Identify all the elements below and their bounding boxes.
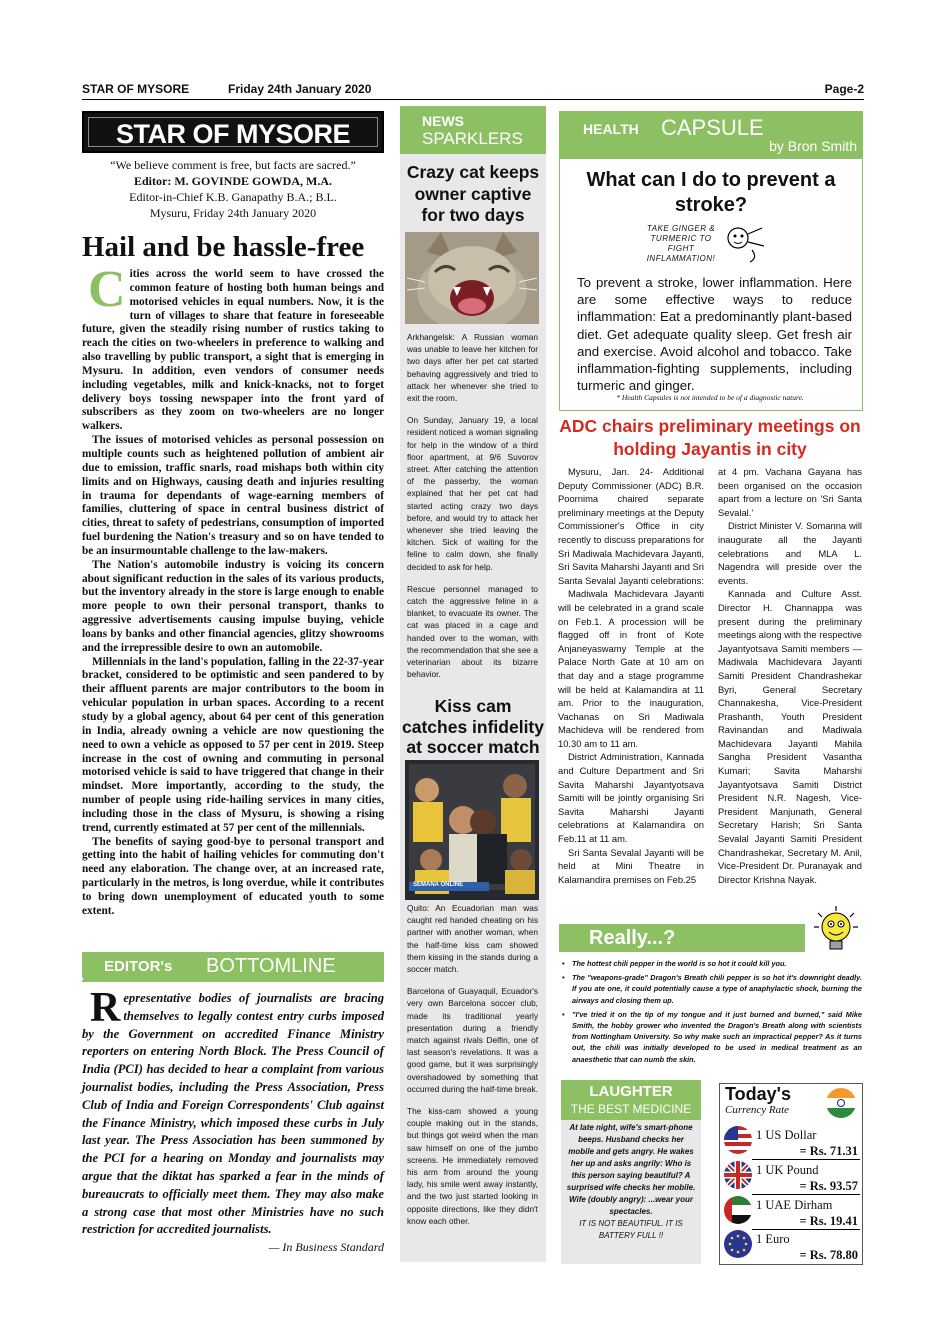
- really-item: • The hottest chili pepper in the world is so hot it could kill you.: [560, 958, 862, 969]
- adc-para: at 4 pm. Vachana Gayana has been organised on the occasion apart from a lecture on 'Sri Santa Sevalal.': [718, 466, 862, 518]
- really-item: • The "weapons-grade" Dragon's Breath chili pepper is so hot it's downright deadly. If you ate one, it could potentially cause a type of anaphylactic shock, burning the airways and closing them up.: [560, 972, 862, 1006]
- kiss-cam-photo: [405, 760, 539, 900]
- news-story-1-body: [407, 331, 538, 690]
- news-label-2: SPARKLERS: [422, 129, 523, 148]
- rate-value: = Rs. 93.57: [799, 1179, 858, 1193]
- news-story-2-title: Kiss cam catches infidelity at soccer match: [402, 696, 544, 757]
- laughter-label-1: LAUGHTER: [589, 1083, 673, 1100]
- health-text: To prevent a stroke, lower inflammation. Here are some effective ways to reduce inflammation: Eat a predominantly plant-based diet. Get adequate quality sleep. Get fresh air and exercise. Avoid alcohol and tobacco. Take inflammation-fighting supplements, including turmeric and ginger.: [577, 275, 852, 394]
- doodle-figure-icon: [722, 224, 768, 264]
- masthead-title: STAR OF MYSORE: [88, 117, 378, 147]
- masthead-dateline: Mysuru, Friday 24th January 2020: [149, 206, 317, 220]
- header-date: Friday 24th January 2020: [228, 82, 372, 96]
- news-story-2-body: [407, 902, 538, 1237]
- header-paper: STAR OF MYSORE: [82, 82, 190, 96]
- bottomline-text: epresentative bodies of journalists are bracing themselves to legally contest entry curbs imposed by the Government on accredited Finance Ministry reporters on entering North Block. The Press Council of India (PCI) has decided to hear a complaint from various journalist bodies, including the Press Association, Press Club of India and Foreign Correspondents' Club against the Finance Ministry, which imposed these curbs in July last year. The Press Association has been summoned by the PCI for a hearing on Monday and journalists may argue that the diktat has sparked a fear in the minds of bureaucrats to officially meet them. They may also make a strong case that most other Ministries have no such restriction for accredited journalists.: [82, 991, 384, 1237]
- rate-value: = Rs. 19.41: [799, 1214, 858, 1228]
- news-story-2-para: Quito: An Ecuadorian man was caught red handed cheating on his partner with another woman, when the half-time kiss cam showed them kissing in the stands during a soccer match.: [407, 903, 538, 975]
- rate-name: 1 UAE Dirham: [756, 1198, 833, 1212]
- editorial-para: The benefits of saying good-bye to personal transport and getting into the habit of hailing vehicles for commuting don't need any elaboration. The change over, at an increased rate, particularly in the metros, is long overdue, while it contributes to bring down unemployment of educated youth to some extent.: [82, 835, 384, 917]
- health-label-2: CAPSULE: [661, 115, 764, 140]
- bottomline-body: [82, 985, 384, 1255]
- adc-column-1: [558, 465, 704, 886]
- kiss-cam-screen-text: SEMANA ONLINE: [413, 882, 464, 888]
- health-capsule-banner: [559, 111, 863, 159]
- running-header: [82, 80, 864, 100]
- laughter-line: IT IS NOT BEAUTIFUL. IT IS BATTERY FULL !!: [579, 1219, 683, 1240]
- rate-name: 1 US Dollar: [756, 1128, 817, 1142]
- us-flag-icon: [724, 1126, 752, 1154]
- news-story-2-para: Barcelona of Guayaquil, Ecuador's very own Barcelona soccer club, made its traditional yearly presentation during a friendly match against rivals Delfin, one of last season's revelations. It was a good game, but it was surprisingly overshadowed by something that occurred during the half-time break.: [407, 986, 538, 1094]
- cat-photo-image: [405, 232, 539, 324]
- rate-row-aed: [724, 1196, 860, 1230]
- currency-subtitle: Currency Rate: [725, 1104, 790, 1116]
- masthead-quote: “We believe comment is free, but facts are sacred.”: [110, 158, 356, 172]
- india-flag-icon: [826, 1088, 856, 1118]
- masthead-editor: Editor: M. GOVINDE GOWDA, M.A.: [134, 174, 332, 188]
- news-story-2-para: The kiss-cam showed a young couple making out in the stands, but things got weird when the man saw himself on one of the jumbo screens. He immediately removed his arm from around the young lady, his smile went away instantly, and the two just started looking in opposite directions, like they didn't know each other.: [407, 1106, 538, 1226]
- laughter-line: Wife (doubly angry): ...wear your spectacles.: [569, 1195, 693, 1216]
- lightbulb-icon: [812, 905, 860, 953]
- health-byline: by Bron Smith: [769, 138, 857, 154]
- masthead-info: [82, 157, 384, 221]
- laughter-banner: [561, 1080, 701, 1120]
- editorial-para: Millennials in the land's population, falling in the 22-37-year bracket, considered to be optimistic and seen pandered to by their affluent parents are major contributors to the boom in vehicular population in urban spaces. According to a recent study by a global agency, about 64 per cent of this generation in India, already owning a vehicle are now questioning the need to own a vehicle as opposed to 57 per cent in 2019. Steep increase in the cost of owning and commuting in personal motorised vehicle is said to have triggered that change in their mindset. More importantly, according to the study, the number of people using ride-hailing services in many cities, including those in the class of Mysuru, is showing a rising trend, currently estimated at 57 per cent of the millennials.: [82, 655, 384, 834]
- bottomline-source: — In Business Standard: [268, 1240, 384, 1255]
- really-list: [560, 958, 862, 1068]
- news-story-1-para: Rescue personnel managed to catch the aggressive feline in a blanket, to evacuate its owner. The cat was placed in a cage and handed over to the woman, with the recommendation that she see a veterinarian about its bizarre behavior.: [407, 583, 538, 680]
- uk-flag-icon: [724, 1161, 752, 1189]
- editorial-title: Hail and be hassle-free: [82, 231, 365, 263]
- adc-para: Mysuru, Jan. 24- Additional Deputy Commissioner (ADC) B.R. Poornima chaired separate preliminary meetings at the Deputy Commissioner's Office in city recently to discuss preparations for Sri Madiwala Machidevara Jayanti, Sri Savita Maharshi Jayanti and Sri Santa Sevalal Jayanti celebrations:: [558, 466, 704, 586]
- really-label: Really...?: [589, 927, 676, 949]
- rate-row-eur: [724, 1230, 860, 1264]
- masthead-banner: [82, 111, 384, 153]
- laughter-text: [566, 1122, 696, 1242]
- laughter-line: At late night, wife's smart-phone beeps. Husband checks her mobile and gets angry. He wakes her up and asks angrily: Who is this person saying beautiful? A surprised wife checks her mobile.: [566, 1123, 696, 1192]
- editorial-dropcap: C: [88, 261, 126, 318]
- adc-column-2: [718, 465, 862, 886]
- rate-name: 1 UK Pound: [756, 1163, 819, 1177]
- editorial-para: The issues of motorised vehicles as personal possession on multiple counts such as heightened pollution of ambient air due to emission, traffic snarls, road mishaps both within city limits and on Highways, causing death and injuries resulting in trauma for dependants of wage-earning members of families, cluttering of space in central business district of cities, threat to safety of pedestrians, consumption of imported fuel burdening the Nation's treasury and so on have tended to be an insurmountable challenge to the law-makers.: [82, 434, 384, 557]
- adc-para: Sri Santa Sevalal Jayanti will be held at Mini Theatre in Kalamandira premises on Feb.25: [558, 846, 704, 885]
- editorial-body: [82, 261, 384, 919]
- news-story-1-para: Arkhangelsk: A Russian woman was unable to leave her kitchen for two days after her pet cat started behaving aggressively and tried to attack her whenever she tried to exit the room.: [407, 332, 538, 404]
- adc-para: Madiwala Machidevara Jayanti will be celebrated in a grand scale on Feb.1. A procession will be flagged off in front of Kote Anjaneyaswamy Temple at the Palace North Gate at 10 am on that day and a stage programme will be held at Kalamandira at 11 am. Prior to the inauguration, Vachanas on Sri Madiwala Machideva will be rendered from 10.30 am to 11 am.: [558, 588, 704, 749]
- adc-para: District Administration, Kannada and Culture Department and Sri Savita Maharshi Jayantyotsava Samiti will be jointly organising Sri Savita Maharshi Jayanti celebrations at Kalamandira on Feb.11 at 11 am.: [558, 751, 704, 845]
- adc-para: Kannada and Culture Asst. Director H. Channappa was present during the preliminary meetings along with the respective Jayantyotsava Samiti members — Madiwala Machidevara Jayanti Samiti President Chandrashekar Byri, General Secretary Channakesha, Vice-President Prashanth, Youth President Ravinandan and Madiwala Machidevara Jayanti Mahila Sangha President Vasantha Kumari; Savita Maharshi Jayantyotsava Samiti District President N.R. Nagesh, Vice-President Manjunath, General Secretary Harish; Sri Santa Sevalal Jayanti Samiti President Chandrashekar, Secretary M. Anil, Vice-President Dr. Puranayak and Director Krishna Nayak.: [718, 588, 862, 885]
- uae-flag-icon: [724, 1196, 752, 1224]
- bottomline-banner: [82, 952, 384, 982]
- editorial-para: The Nation's automobile industry is voicing its concern about significant reduction in the sales of its various products, but the inventory already in the store is large enough to enable more people to own their personal transport, thanks to aggressive advertisements causing impulse buying, vehicle loans by banks and other financial agencies, glitzy showrooms and the irrepressible desire to own an automobile.: [82, 558, 384, 654]
- health-title: What can I do to prevent a stroke?: [586, 169, 836, 216]
- health-label-1: HEALTH: [583, 121, 639, 137]
- editorial-first-para: ities across the world seem to have crossed the common feature of hosting both human beings and motorised vehicles in equal numbers. Now, it is the turn of villages to share that feature in foreseeable future, given the steadily rising number of rustics taking to reach the cities on two-wheelers in preference to walking and also travelling by public transport, a sight that is emerging in Mysuru. In addition, even vendors of consumer needs including vegetables, milk and knick-knacks, not to forget delivery boys tossing newspaper into the front yard of subscribers as they zoom on two-wheelers are no longer walkers.: [82, 268, 384, 433]
- adc-para: District Minister V. Somanna will inaugurate all the Jayanti celebrations and MLA L. Nagendra will preside over the events.: [718, 520, 862, 586]
- eu-flag-icon: [724, 1230, 752, 1258]
- adc-title: ADC chairs preliminary meetings on holding Jayantis in city: [559, 416, 861, 459]
- health-doodle-text: TAKE GINGER & TURMERIC TO FIGHT INFLAMMATION!: [646, 224, 716, 263]
- news-sparklers-banner: [400, 106, 546, 154]
- rate-row-usd: [724, 1126, 860, 1160]
- really-item: • "I've tried it on the tip of my tongue and it just burned and burned," said Mike Smith, the hobby grower who invented the Dragon's Breath along with scientists from Nottingham University. So why make such an impractical pepper? As it turns out, the chili was initially developed to be used in medical treatment as an anaesthetic that can numb the skin.: [560, 1009, 862, 1065]
- currency-title: Today's: [725, 1084, 791, 1104]
- kiss-cam-photo-image: [405, 760, 539, 900]
- cat-photo: [405, 232, 539, 324]
- rate-row-gbp: [724, 1161, 860, 1195]
- rate-value: = Rs. 78.80: [799, 1248, 858, 1262]
- masthead-editor-in-chief: Editor-in-Chief K.B. Ganapathy B.A.; B.L.: [129, 190, 337, 204]
- news-label-1: NEWS: [422, 113, 464, 129]
- news-story-1-para: On Sunday, January 19, a local resident noticed a woman signaling for help in the window of a third floor apartment, at 9/6 Suvorov street. After catching the attention of the passerby, the woman explained that her pet cat had started acting crazy two days before, and would try to attack her whenever she tried leaving the kitchen. Sick of waiting for the feline to calm down, she finally decided to ask for help.: [407, 415, 538, 572]
- bottomline-label-1: EDITOR's: [104, 958, 173, 975]
- rate-name: 1 Euro: [756, 1232, 790, 1246]
- health-note: * Health Capsules is not intended to be of a diagnostic nature.: [616, 393, 804, 402]
- bottomline-dropcap: R: [90, 985, 121, 1031]
- really-banner: [559, 924, 805, 952]
- bottomline-label-2: BOTTOMLINE: [206, 955, 336, 977]
- news-story-1-title: Crazy cat keeps owner captive for two days: [406, 162, 540, 225]
- rate-value: = Rs. 71.31: [799, 1144, 858, 1158]
- header-page: Page-2: [824, 82, 864, 96]
- laughter-label-2: THE BEST MEDICINE: [570, 1102, 692, 1116]
